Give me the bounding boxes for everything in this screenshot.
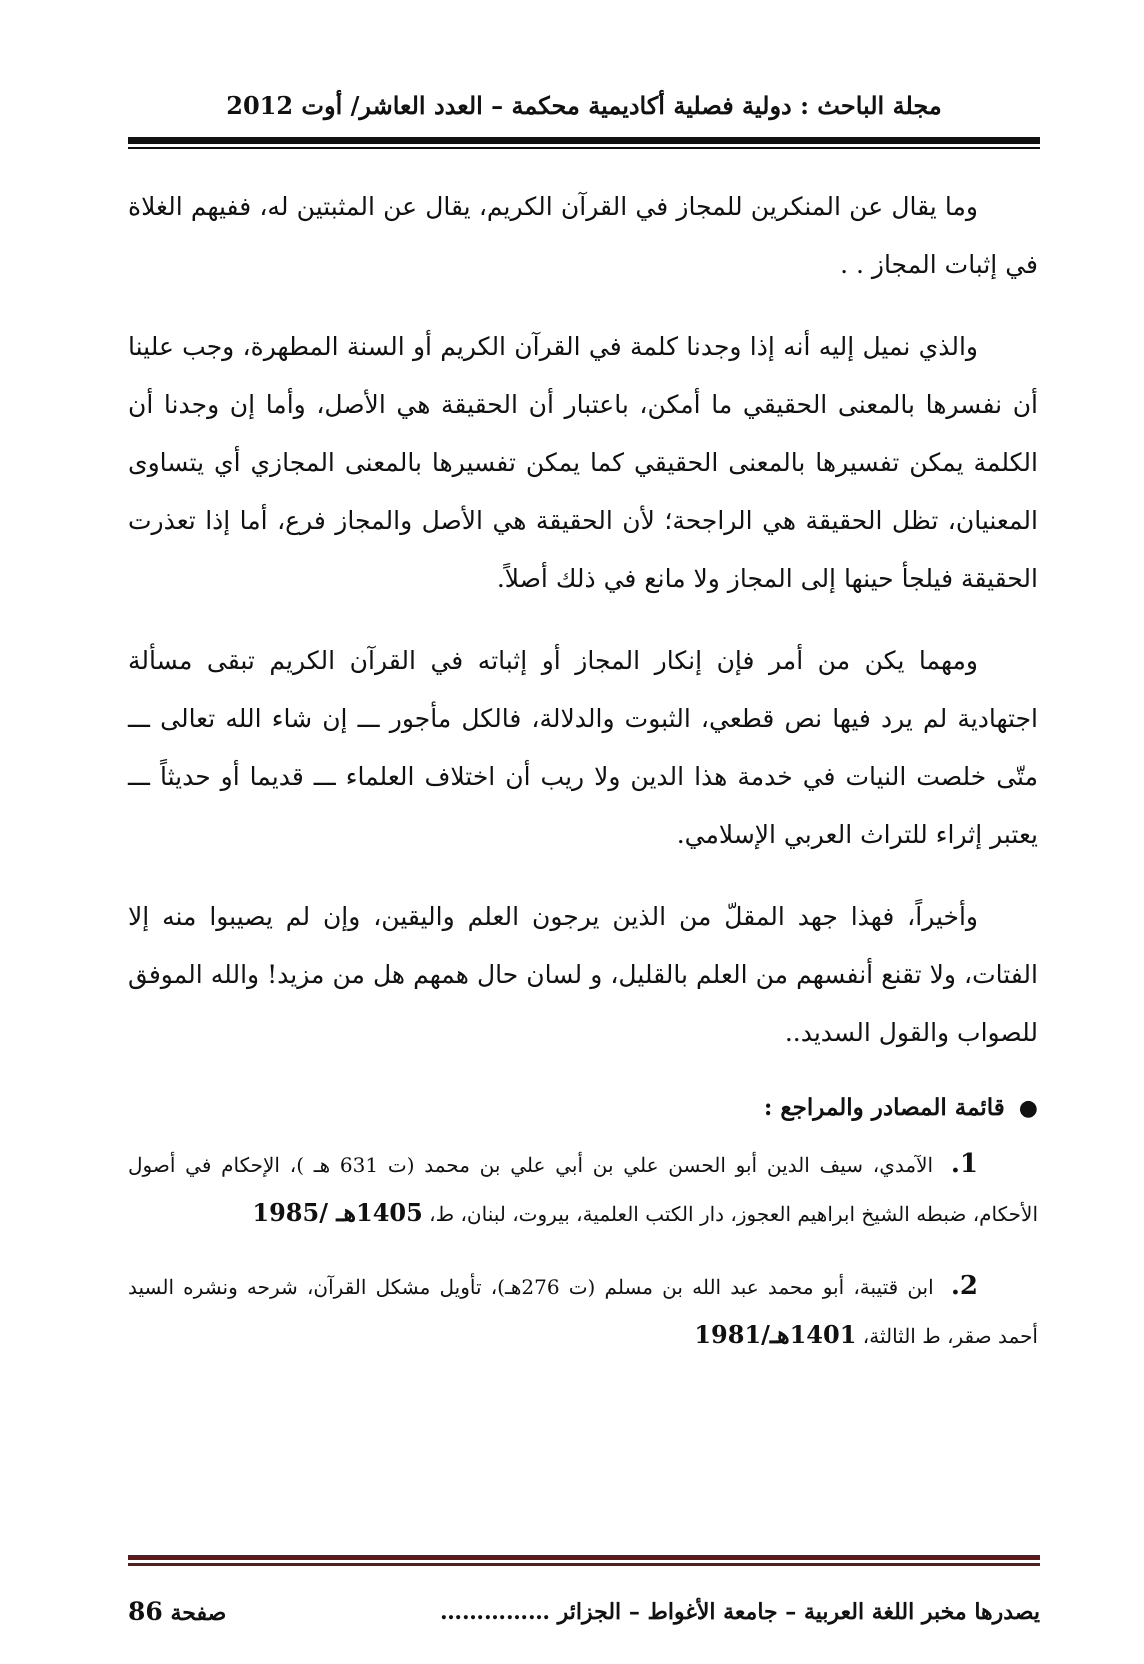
header-rule-thick	[128, 137, 1040, 144]
publisher-line: يصدرها مخبر اللغة العربية – جامعة الأغواط – الجزائر ……………	[439, 1599, 1040, 1625]
references-heading	[128, 1086, 1038, 1130]
paragraph: والذي نميل إليه أنه إذا وجدنا كلمة في القرآن الكريم أو السنة المطهرة، وجب علينا أن نفسرها بالمعنى الحقيقي ما أمكن، باعتبار أن الحقيقة هي الأصل، وأما إن وجدنا أن الكلمة يمكن تفسيرها بالمعنى الحقيقي كما يمكن تفسيرها بالمعنى المجازي أي يتساوى المعنيان، تظل الحقيقة هي الراجحة؛ لأن الحقيقة هي الأصل والمجاز فرع، أما إذا تعذرت الحقيقة فيلجأ حينها إلى المجاز ولا مانع في ذلك أصلاً.	[128, 332, 1038, 593]
reference-date: 1401هـ/1981	[694, 1320, 857, 1349]
reference-text: الآمدي، سيف الدين أبو الحسن علي بن أبي علي بن محمد (ت 631 هـ )، الإحكام في أصول الأحكام، ضبطه الشيخ ابراهيم العجوز، دار الكتب العلمية، بيروت، لبنان، ط،	[128, 1153, 1038, 1226]
footer-rule-thin	[128, 1563, 1040, 1566]
reference-number: 1.	[950, 1149, 979, 1179]
reference-text: ابن قتيبة، أبو محمد عبد الله بن مسلم (ت 276هـ)، تأويل مشكل القرآن، شرحه ونشره السيد أحمد صقر، ط الثالثة،	[128, 1275, 1038, 1348]
page-footer	[128, 1590, 1040, 1634]
paragraph: وأخيراً، فهذا جهد المقلّ من الذين يرجون العلم واليقين، وإن لم يصيبوا منه إلا الفتات، ولا تقنع أنفسهم من العلم بالقليل، و لسان حال همهم هل من مزيد! والله الموفق للصواب والقول السديد..	[128, 902, 1038, 1047]
reference-number: 2.	[950, 1271, 979, 1301]
reference-item	[128, 1140, 1038, 1238]
bullet-icon: ●	[1018, 1095, 1038, 1121]
paragraph: ومهما يكن من أمر فإن إنكار المجاز أو إثباته في القرآن الكريم تبقى مسألة اجتهادية لم يرد فيها نص قطعي، الثبوت والدلالة، فالكل مأجور ـــ إن شاء الله تعالى ـــ متّى خلصت النيات في خدمة هذا الدين ولا ريب أن اختلاف العلماء ـــ قديما أو حديثاً ـــ يعتبر إثراء للتراث العربي الإسلامي.	[128, 646, 1038, 849]
page-number-label	[128, 1590, 226, 1635]
header-rule-thin	[128, 147, 1040, 149]
page-word: صفحة	[170, 1600, 227, 1626]
references-list	[128, 1140, 1038, 1360]
page-number: 86	[128, 1597, 163, 1626]
article-body	[128, 178, 1038, 1384]
reference-date: 1405هـ /1985	[252, 1198, 423, 1227]
references-title: قائمة المصادر والمراجع :	[763, 1094, 1005, 1121]
journal-header: مجلة الباحث : دولية فصلية أكاديمية محكمة – العدد العاشر/ أوت 2012	[226, 91, 942, 120]
reference-item	[128, 1262, 1038, 1360]
paragraph: وما يقال عن المنكرين للمجاز في القرآن الكريم، يقال عن المثبتين له، ففيهم الغلاة في إثبات المجاز . .	[128, 192, 1038, 279]
footer-rule-thick	[128, 1555, 1040, 1560]
